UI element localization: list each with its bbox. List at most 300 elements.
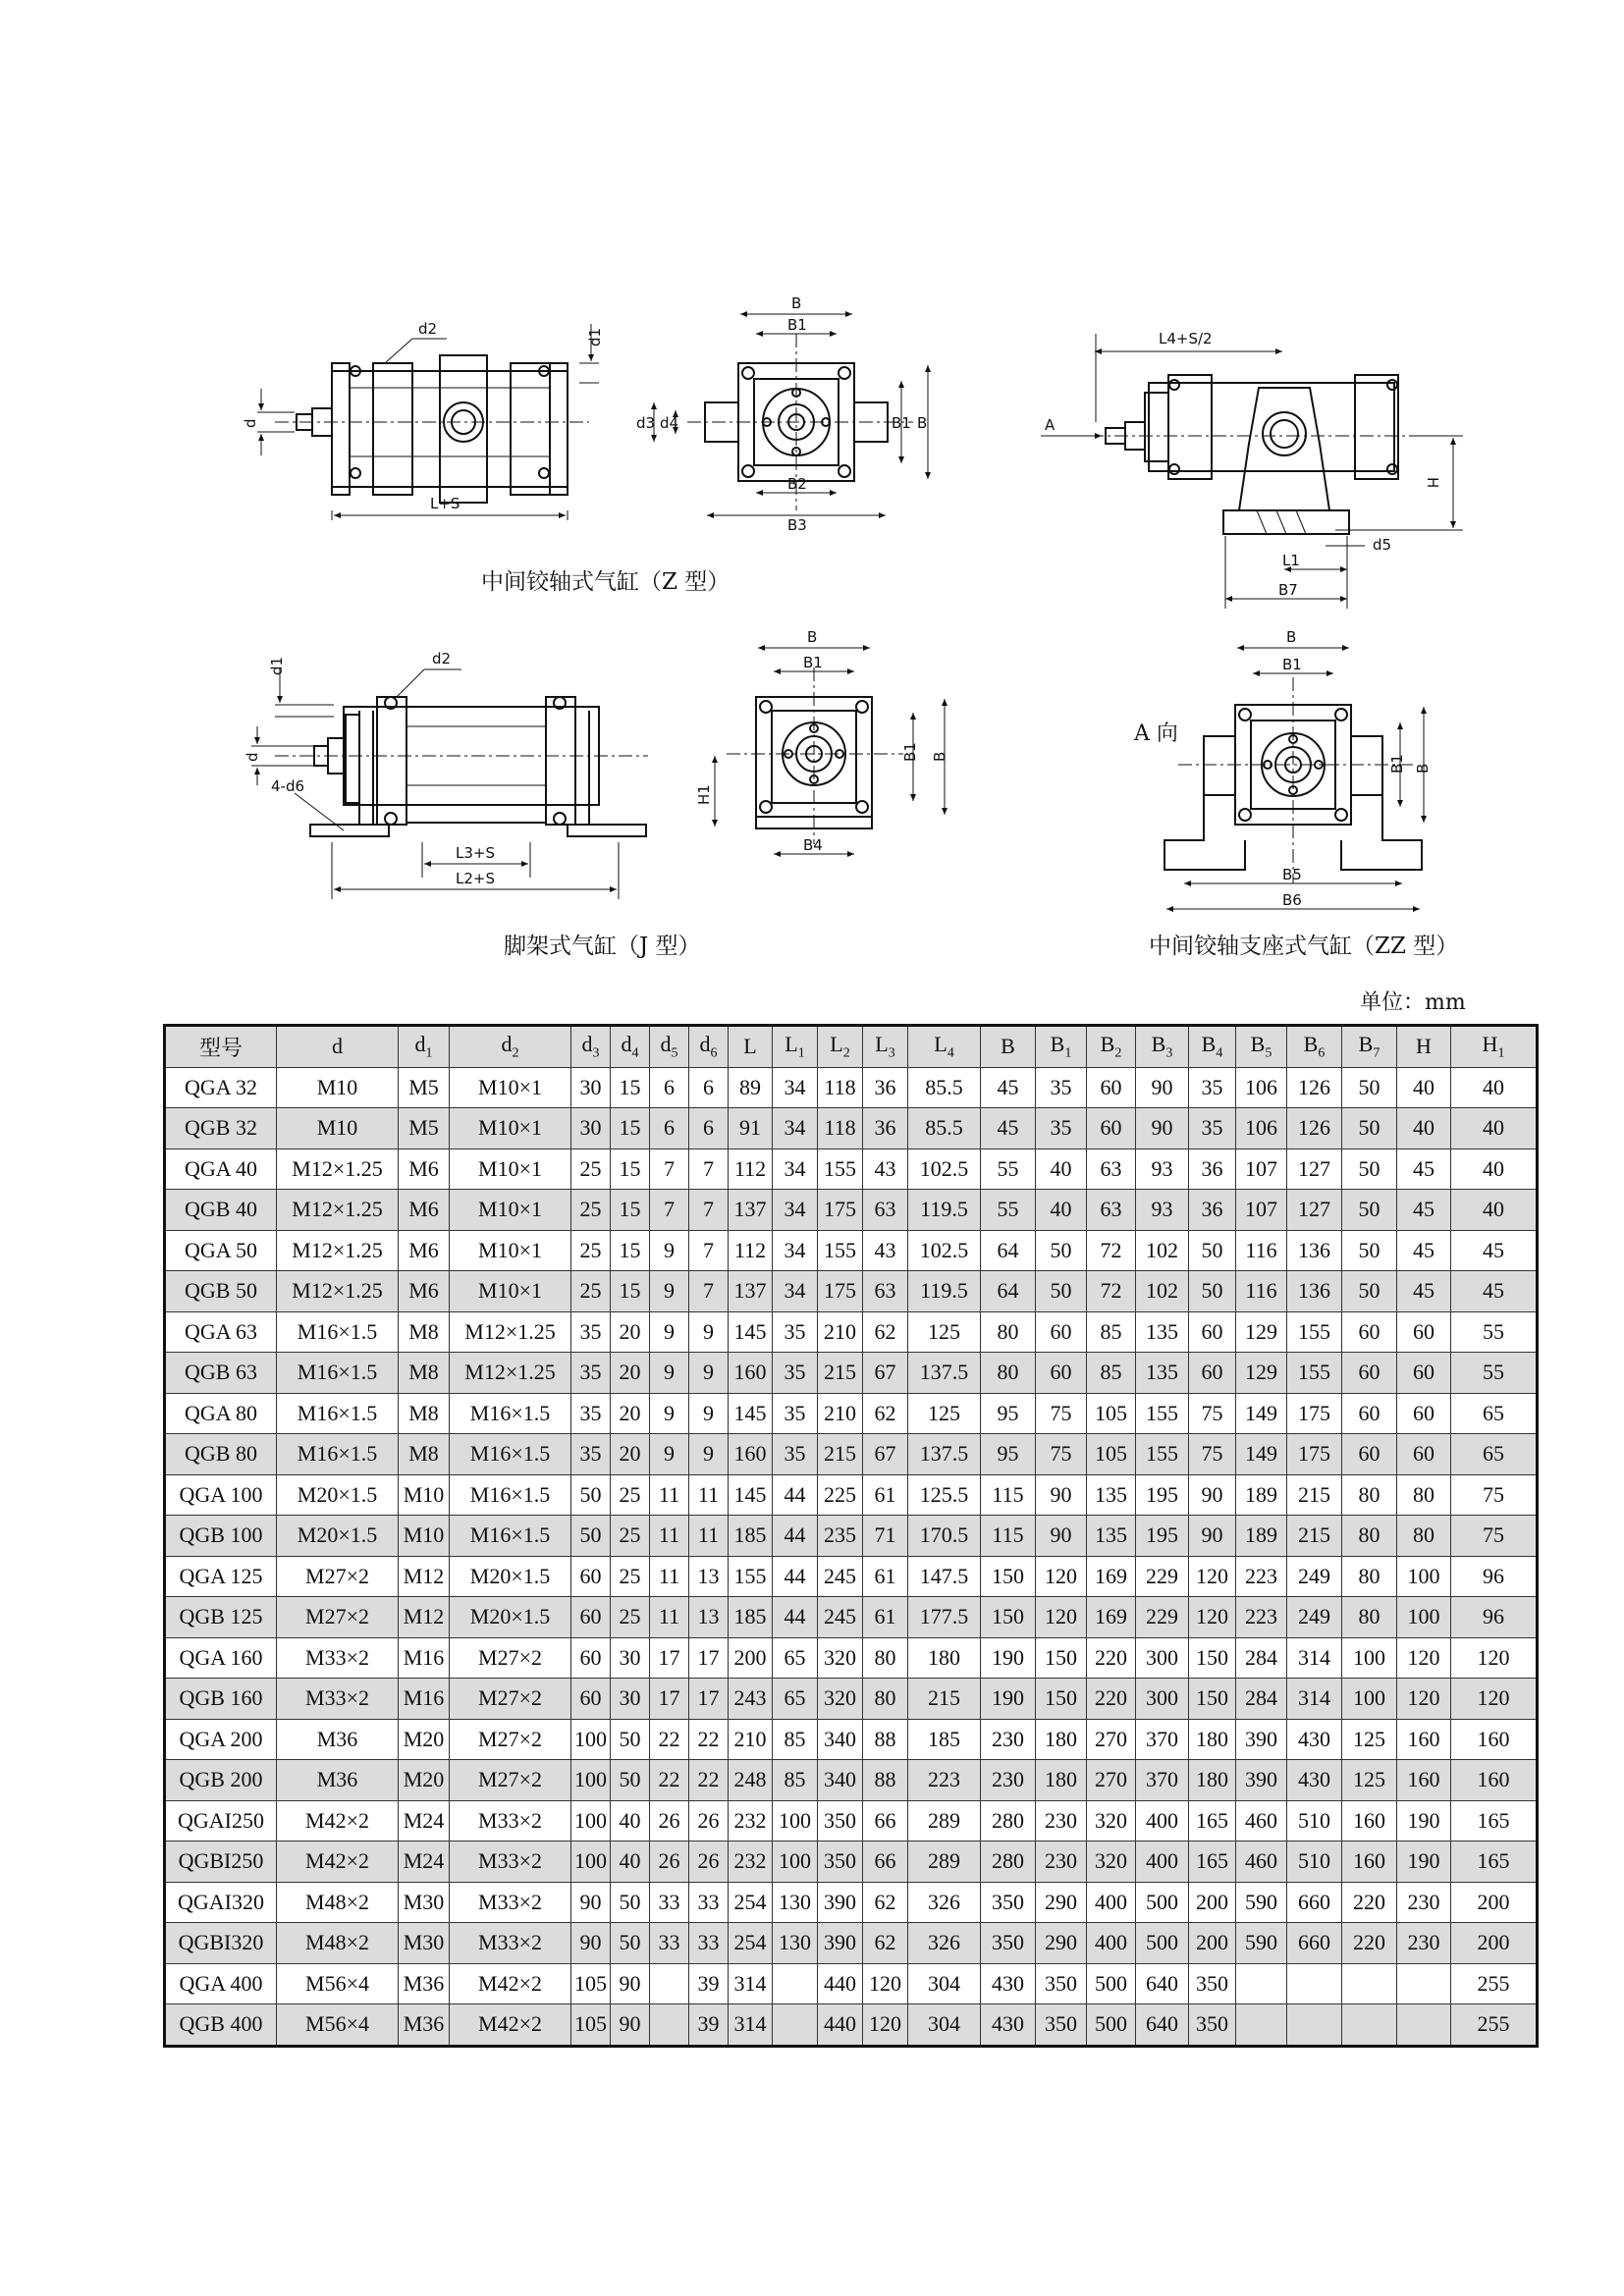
table-cell: 200 [1189,1923,1236,1964]
table-cell: M5 [399,1108,450,1149]
table-cell: 180 [1189,1760,1236,1801]
zz-side-label: A [1045,416,1056,434]
table-cell: 50 [611,1719,650,1760]
table-cell: 320 [818,1679,863,1720]
table-cell: 65 [773,1637,818,1679]
table-cell: 85.5 [908,1067,981,1108]
z-front-label: B [791,294,802,312]
table-cell: 125 [908,1393,981,1434]
table-cell: 45 [1397,1148,1451,1190]
table-cell: M30 [399,1882,450,1923]
table-cell: 9 [689,1393,729,1434]
table-cell: 107 [1236,1148,1287,1190]
table-cell [1287,2004,1342,2047]
column-header: $H_1$ [1451,1026,1538,1068]
table-cell: 34 [773,1230,818,1271]
table-row [165,1148,1538,1190]
table-cell: 90 [1189,1516,1236,1557]
table-cell: 30 [571,1067,611,1108]
table-row [165,1474,1538,1516]
table-cell: 96 [1451,1556,1538,1597]
table-cell: 195 [1136,1474,1189,1516]
table-cell: 25 [611,1556,650,1597]
table-row [165,1271,1538,1312]
table-cell: 105 [1087,1434,1136,1475]
table-cell: 120 [1397,1679,1451,1720]
table-cell: 20 [611,1353,650,1394]
table-cell: 230 [1036,1842,1087,1883]
column-header: $d_3$ [571,1026,611,1068]
table-cell: 50 [1189,1271,1236,1312]
table-cell: 590 [1236,1882,1287,1923]
table-cell: 390 [818,1882,863,1923]
model-cell: QGB 160 [165,1679,277,1720]
table-cell: 15 [611,1108,650,1149]
column-header: $B_1$ [1036,1026,1087,1068]
table-cell: 50 [1189,1230,1236,1271]
table-cell: M12×1.25 [277,1230,399,1271]
table-cell: 155 [729,1556,773,1597]
table-cell: 25 [611,1597,650,1638]
table-cell: 230 [981,1760,1036,1801]
table-cell: 26 [689,1842,729,1883]
table-cell: 660 [1287,1923,1342,1964]
table-cell: 45 [1451,1230,1538,1271]
table-cell: 75 [1451,1516,1538,1557]
table-cell: 180 [1189,1719,1236,1760]
table-cell: 120 [1036,1597,1087,1638]
table-cell: 66 [863,1800,908,1842]
table-cell: 90 [611,1963,650,2004]
table-cell: 85 [1087,1311,1136,1353]
j-front-label: B [807,628,818,646]
table-cell: 155 [818,1230,863,1271]
table-cell: 40 [1451,1148,1538,1190]
table-cell: 22 [650,1719,689,1760]
table-row [165,1311,1538,1353]
table-row [165,1637,1538,1679]
table-cell: 75 [1036,1393,1087,1434]
model-cell: QGA 125 [165,1556,277,1597]
table-cell: M27×2 [450,1760,571,1801]
table-cell: 62 [863,1923,908,1964]
table-cell: M6 [399,1230,450,1271]
table-cell [1342,2004,1397,2047]
column-header: $B_4$ [1189,1026,1236,1068]
table-cell: 80 [1342,1474,1397,1516]
table-cell: 116 [1236,1271,1287,1312]
table-cell: 116 [1236,1230,1287,1271]
table-cell: M12×1.25 [277,1190,399,1231]
table-cell: 13 [689,1597,729,1638]
table-cell: 65 [773,1679,818,1720]
table-cell: 135 [1087,1474,1136,1516]
table-cell: M12 [399,1556,450,1597]
table-cell: 80 [863,1637,908,1679]
table-cell: 155 [1136,1393,1189,1434]
column-header: $L_1$ [773,1026,818,1068]
table-cell: M8 [399,1434,450,1475]
model-cell: QGBI320 [165,1923,277,1964]
table-cell: M42×2 [277,1800,399,1842]
table-cell: 430 [981,2004,1036,2047]
table-cell: 510 [1287,1842,1342,1883]
table-cell: 145 [729,1474,773,1516]
j-side-view [251,667,648,899]
table-cell: 150 [1189,1679,1236,1720]
spec-table [163,1024,1539,2048]
table-cell: 105 [571,2004,611,2047]
table-cell: 320 [1087,1800,1136,1842]
table-cell: 220 [1087,1679,1136,1720]
a-view-label: A 向 [1134,721,1178,746]
table-cell: 320 [818,1637,863,1679]
table-cell: 390 [1236,1760,1287,1801]
table-cell: 100 [773,1842,818,1883]
table-cell: 22 [689,1719,729,1760]
zz-front-labels [1282,628,1432,909]
table-cell: 40 [1036,1190,1087,1231]
table-cell: 135 [1087,1516,1136,1557]
j-front-label: B4 [803,836,823,854]
table-cell: 9 [689,1353,729,1394]
table-cell: 102 [1136,1271,1189,1312]
table-cell: 40 [1451,1108,1538,1149]
zz-front-label: B1 [1388,754,1406,774]
table-cell: 215 [908,1679,981,1720]
table-cell: 26 [650,1800,689,1842]
table-cell: 284 [1236,1637,1287,1679]
table-cell: 60 [1342,1353,1397,1394]
table-cell: 190 [1397,1800,1451,1842]
table-cell: 100 [571,1842,611,1883]
table-cell: 314 [729,1963,773,2004]
table-cell: 96 [1451,1597,1538,1638]
table-cell: 350 [1189,2004,1236,2047]
table-cell: 390 [818,1923,863,1964]
table-cell: 72 [1087,1271,1136,1312]
table-cell: 33 [650,1882,689,1923]
model-cell: QGB 400 [165,2004,277,2047]
table-cell: 61 [863,1474,908,1516]
model-cell: QGB 32 [165,1108,277,1149]
table-cell: 60 [571,1597,611,1638]
table-row [165,2004,1538,2047]
table-cell: 13 [689,1556,729,1597]
table-cell: 175 [818,1190,863,1231]
table-cell: 7 [689,1148,729,1190]
table-cell: M27×2 [277,1556,399,1597]
table-cell: 147.5 [908,1556,981,1597]
table-cell: 175 [1287,1393,1342,1434]
table-cell: 36 [863,1108,908,1149]
table-cell: 135 [1136,1353,1189,1394]
table-cell: 20 [611,1311,650,1353]
table-cell: 65 [1451,1393,1538,1434]
table-cell: 85 [773,1760,818,1801]
table-cell: 230 [1036,1800,1087,1842]
z-side-view [257,324,599,520]
table-cell: 11 [650,1597,689,1638]
table-cell [650,1963,689,2004]
table-cell: 55 [981,1190,1036,1231]
table-cell: 15 [611,1067,650,1108]
table-cell: 590 [1236,1923,1287,1964]
j-side-label: L2+S [456,870,495,887]
table-cell: 34 [773,1067,818,1108]
model-cell: QGA 160 [165,1637,277,1679]
table-cell: 400 [1087,1923,1136,1964]
table-cell: 160 [1342,1842,1397,1883]
table-cell: 129 [1236,1311,1287,1353]
table-cell: 9 [689,1434,729,1475]
table-cell: 9 [650,1271,689,1312]
table-cell: 33 [689,1923,729,1964]
table-cell: 160 [729,1434,773,1475]
table-cell: 340 [818,1719,863,1760]
table-row [165,1516,1538,1557]
table-cell: 100 [571,1800,611,1842]
table-cell: M16×1.5 [277,1353,399,1394]
table-cell: 284 [1236,1679,1287,1720]
table-cell: 17 [689,1637,729,1679]
model-cell: QGB 125 [165,1597,277,1638]
table-cell: 65 [1451,1434,1538,1475]
table-cell: 50 [1036,1230,1087,1271]
table-cell [773,2004,818,2047]
table-cell: 11 [650,1516,689,1557]
table-cell: 350 [818,1842,863,1883]
table-cell: 230 [981,1719,1036,1760]
zz-front-label: B [1286,628,1297,646]
table-cell: M20×1.5 [450,1597,571,1638]
table-cell: 165 [1189,1842,1236,1883]
zz-front-label: B6 [1282,891,1302,909]
table-cell: 90 [1136,1108,1189,1149]
table-cell: M56×4 [277,1963,399,2004]
zz-side-label: d5 [1373,536,1392,554]
table-cell: 100 [773,1800,818,1842]
table-cell: 160 [1342,1800,1397,1842]
table-cell: 75 [1189,1434,1236,1475]
table-cell: 125 [1342,1760,1397,1801]
table-cell: 34 [773,1271,818,1312]
table-cell: 195 [1136,1516,1189,1557]
table-cell: M8 [399,1353,450,1394]
table-cell: 189 [1236,1516,1287,1557]
table-cell: 22 [689,1760,729,1801]
table-cell: 150 [1189,1637,1236,1679]
table-cell: 9 [650,1311,689,1353]
z-front-label: B [917,414,928,432]
table-cell: 400 [1136,1800,1189,1842]
table-cell: 9 [650,1230,689,1271]
table-cell: 6 [650,1108,689,1149]
table-cell: 230 [1397,1923,1451,1964]
table-cell: 232 [729,1800,773,1842]
table-row [165,1963,1538,2004]
table-cell: 30 [571,1108,611,1149]
table-cell: 289 [908,1800,981,1842]
table-cell: M16×1.5 [450,1393,571,1434]
table-cell: 112 [729,1148,773,1190]
table-cell: 50 [611,1760,650,1801]
table-cell: 120 [1451,1637,1538,1679]
table-cell: M10×1 [450,1190,571,1231]
table-cell: 11 [650,1556,689,1597]
table-cell: 9 [650,1353,689,1394]
table-cell: 210 [818,1393,863,1434]
table-row [165,1556,1538,1597]
table-cell: 270 [1087,1719,1136,1760]
table-cell: 640 [1136,2004,1189,2047]
table-row [165,1230,1538,1271]
table-cell: 7 [689,1190,729,1231]
table-cell: M42×2 [450,2004,571,2047]
table-cell [1397,1963,1451,2004]
table-cell: 80 [1397,1474,1451,1516]
table-cell: 100 [571,1719,611,1760]
model-cell: QGB 50 [165,1271,277,1312]
table-cell: 430 [981,1963,1036,2004]
table-cell: 660 [1287,1882,1342,1923]
table-cell: 289 [908,1842,981,1883]
table-cell: 60 [571,1679,611,1720]
table-cell: M48×2 [277,1923,399,1964]
table-cell: M10 [399,1474,450,1516]
table-cell: 255 [1451,1963,1538,2004]
table-cell: 15 [611,1190,650,1231]
table-cell: 430 [1287,1719,1342,1760]
table-cell: 67 [863,1353,908,1394]
table-cell: 55 [981,1148,1036,1190]
j-front-label: H1 [695,784,713,805]
table-cell: 149 [1236,1393,1287,1434]
table-cell: 50 [1342,1108,1397,1149]
table-cell: 106 [1236,1067,1287,1108]
table-row [165,1353,1538,1394]
table-cell: M33×2 [450,1800,571,1842]
table-cell: 44 [773,1597,818,1638]
j-side-label: L3+S [456,844,495,862]
table-cell: 75 [1036,1434,1087,1475]
table-cell: M8 [399,1311,450,1353]
z-front-label: B2 [787,475,807,493]
table-cell: 350 [981,1923,1036,1964]
table-cell: 200 [1451,1923,1538,1964]
table-cell: 120 [863,1963,908,2004]
table-cell: 640 [1136,1963,1189,2004]
table-cell: 350 [1036,2004,1087,2047]
table-cell: 66 [863,1842,908,1883]
table-cell: 40 [611,1842,650,1883]
table-row [165,1108,1538,1149]
table-cell: M33×2 [450,1882,571,1923]
table-cell: 137 [729,1271,773,1312]
table-cell: M20×1.5 [277,1474,399,1516]
z-front-labels [636,294,927,534]
table-cell: 43 [863,1230,908,1271]
table-cell: 130 [773,1882,818,1923]
table-cell: 34 [773,1108,818,1149]
table-cell: 15 [611,1148,650,1190]
table-cell: 112 [729,1230,773,1271]
table-cell: 160 [1397,1719,1451,1760]
model-cell: QGA 400 [165,1963,277,2004]
table-cell: 165 [1451,1800,1538,1842]
table-cell: 150 [981,1556,1036,1597]
z-side-label: L+S [430,495,460,512]
table-cell: 105 [571,1963,611,2004]
table-cell: 7 [650,1148,689,1190]
table-cell: M20 [399,1760,450,1801]
table-cell: 145 [729,1311,773,1353]
model-cell: QGA 200 [165,1719,277,1760]
table-cell: 210 [818,1311,863,1353]
table-cell: M36 [277,1760,399,1801]
table-cell: 107 [1236,1190,1287,1231]
table-cell: 440 [818,2004,863,2047]
table-cell: 40 [611,1800,650,1842]
table-cell: 326 [908,1923,981,1964]
table-cell: 215 [1287,1474,1342,1516]
j-side-labels [244,650,495,887]
zz-front-label: B5 [1282,866,1302,883]
table-cell: 304 [908,1963,981,2004]
table-cell: 290 [1036,1882,1087,1923]
table-cell: 185 [908,1719,981,1760]
table-cell: 229 [1136,1597,1189,1638]
table-cell: M6 [399,1190,450,1231]
z-front-label: B1 [892,414,911,432]
table-cell: 17 [689,1679,729,1720]
table-cell: 60 [1189,1353,1236,1394]
table-cell: 190 [981,1679,1036,1720]
table-cell: 235 [818,1516,863,1557]
table-cell: 35 [571,1434,611,1475]
table-cell: 93 [1136,1190,1189,1231]
table-cell: M12 [399,1597,450,1638]
model-cell: QGA 63 [165,1311,277,1353]
table-cell: 63 [1087,1190,1136,1231]
table-cell: 85 [773,1719,818,1760]
table-cell: 50 [611,1923,650,1964]
table-cell: 34 [773,1148,818,1190]
table-cell: 44 [773,1556,818,1597]
table-cell: 50 [611,1882,650,1923]
zz-side-view [1041,334,1463,609]
table-cell: M33×2 [277,1679,399,1720]
table-cell: 500 [1087,1963,1136,2004]
table-cell: 60 [1036,1311,1087,1353]
table-cell: M5 [399,1067,450,1108]
table-cell: 137.5 [908,1434,981,1475]
table-cell: 60 [1342,1393,1397,1434]
table-cell: 177.5 [908,1597,981,1638]
table-cell: M10×1 [450,1271,571,1312]
table-cell: 45 [1397,1190,1451,1231]
model-cell: QGB 200 [165,1760,277,1801]
table-cell: 155 [1287,1311,1342,1353]
z-front-label: d4 [660,414,679,432]
table-cell: 35 [1189,1108,1236,1149]
table-cell: 44 [773,1516,818,1557]
table-cell: 119.5 [908,1271,981,1312]
table-cell [650,2004,689,2047]
table-cell: 35 [773,1311,818,1353]
table-cell: 85.5 [908,1108,981,1149]
table-cell: 314 [729,2004,773,2047]
